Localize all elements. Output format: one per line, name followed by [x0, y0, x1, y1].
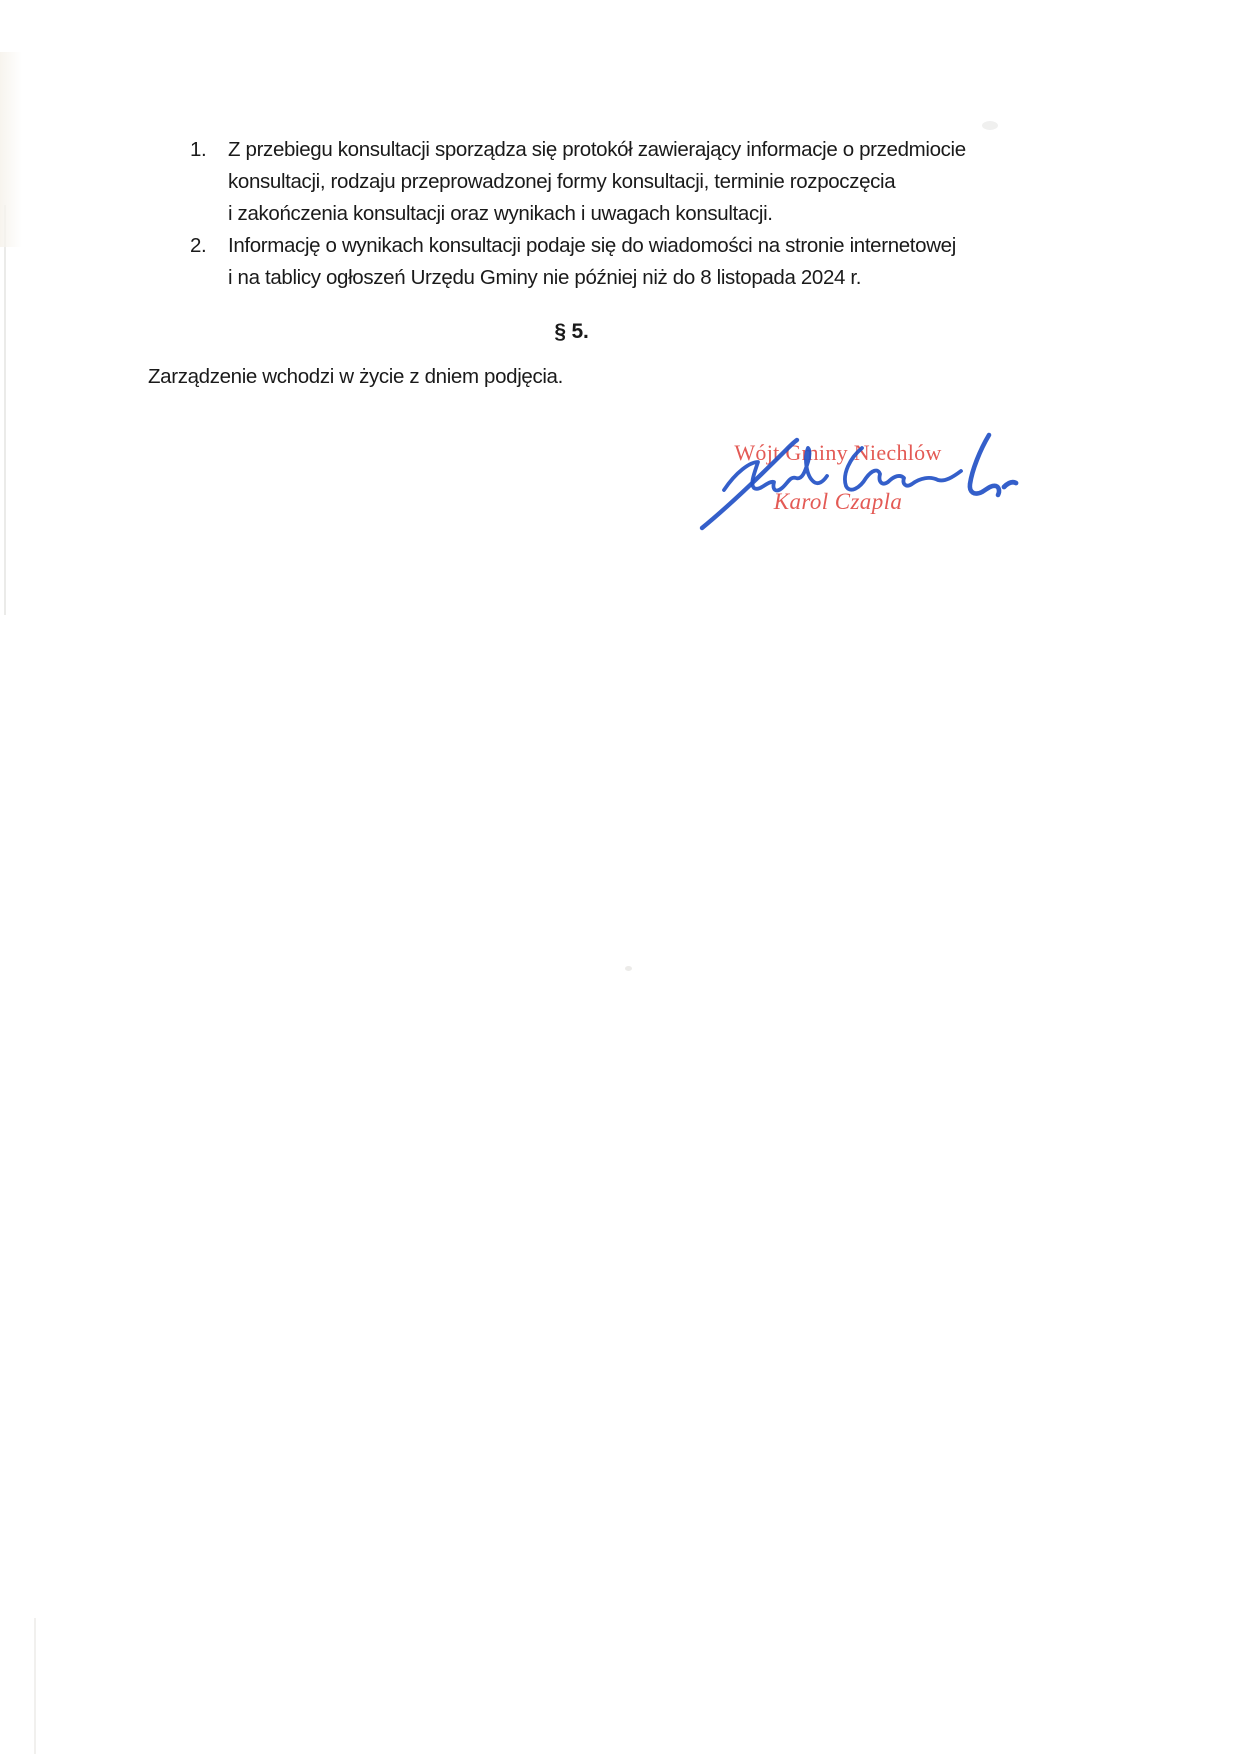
list-item-text: [228, 230, 1050, 294]
scan-artifact-dot: [625, 966, 632, 971]
list-item-number: 2.: [190, 234, 207, 257]
text-line: konsultacji, rodzaju przeprowadzonej formy konsultacji, terminie rozpoczęcia: [228, 170, 896, 193]
scan-artifact-bottom-line: [34, 1618, 36, 1754]
stamp-office-title: Wójt Gminy Niechlów: [734, 440, 942, 465]
list-item-text: [228, 134, 1050, 230]
text-line: Informację o wynikach konsultacji podaje się do wiadomości na stronie internetowej: [228, 234, 956, 257]
scan-artifact-corner-smudge: [0, 52, 26, 247]
list-item: [190, 134, 1050, 230]
scan-artifact-smudge: [982, 121, 998, 130]
signature-block: [690, 428, 1020, 540]
text-line: Z przebiegu konsultacji sporządza się protokół zawierający informacje o przedmiocie: [228, 138, 966, 161]
text-line: i na tablicy ogłoszeń Urzędu Gminy nie później niż do 8 listopada 2024 r.: [228, 266, 862, 289]
stamp-signer-name: Karol Czapla: [773, 489, 903, 514]
closing-paragraph: Zarządzenie wchodzi w życie z dniem podjęcia.: [148, 365, 563, 388]
handwritten-signature-icon: [690, 428, 1020, 538]
list-item-number: 1.: [190, 138, 207, 161]
scan-artifact-left-line: [4, 205, 6, 615]
numbered-list: [190, 134, 1050, 294]
list-item: [190, 230, 1050, 294]
section-heading: § 5.: [554, 320, 589, 343]
text-line: i zakończenia konsultacji oraz wynikach i uwagach konsultacji.: [228, 202, 773, 225]
